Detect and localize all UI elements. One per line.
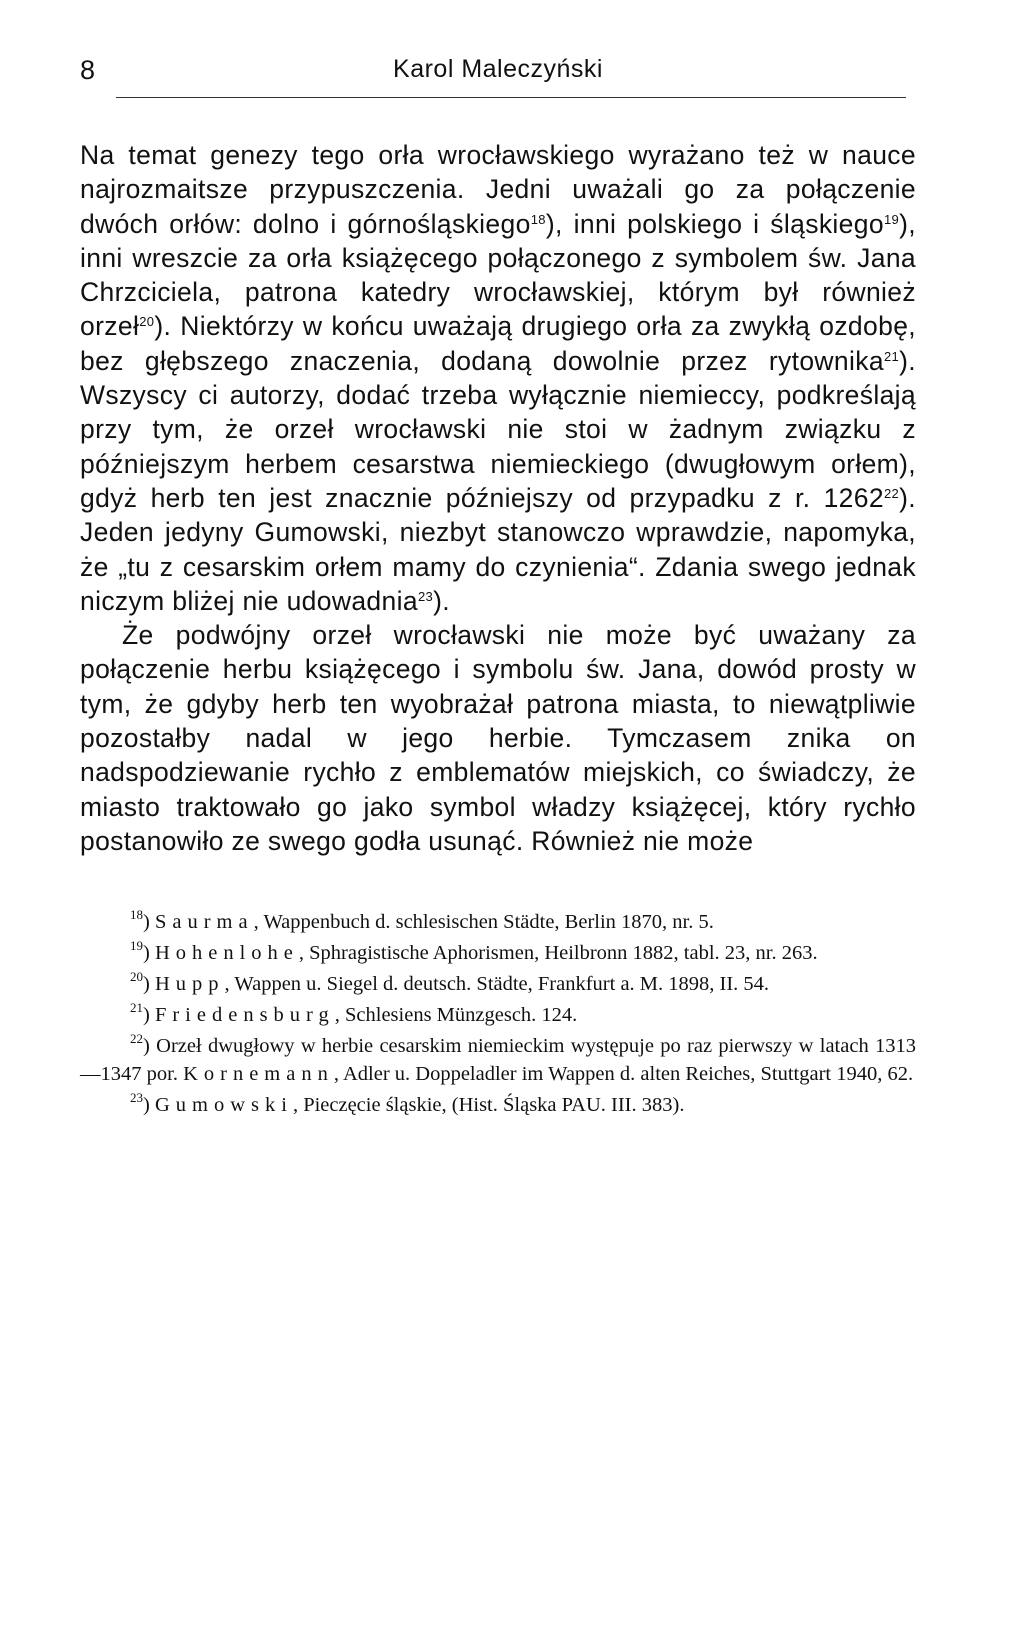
footnote-text: , Adler u. Doppeladler im Wappen d. alten Reiches, Stuttgart 1940, 62. xyxy=(333,1063,914,1086)
footnote-22: $^{22}$) Orzeł dwugłowy w herbie cesarskim niemieckim występuje po raz pierwszy w latach 1313—1347 por. Kornemann, Adler u. Doppeladler im Wappen d. alten Reiches, Stuttgart 1940, 62. xyxy=(80,1031,916,1086)
footnote-ref-18: 18 xyxy=(530,211,546,227)
paragraph-1-text: ). Jeden jedyny Gumowski, niezbyt stanowczo wprawdzie, napomyka, że „tu z cesarskim orłem mamy do czynienia“. Zdania swego jednak niczym bliżej nie udowadnia xyxy=(80,482,916,616)
footnote-ref-22: 22 xyxy=(883,485,900,501)
paragraph-1-text: ). Wszyscy ci autorzy, dodać trzeba wyłącznie niemieccy, podkreślają przy tym, że orzeł wrocławski nie stoi w żadnym związku z późniejszym herbem cesarstwa niemieckiego (dwugłowym orłem), gdyż herb ten jest znacznie późniejszy od przypadku z r. 1262 xyxy=(80,345,916,513)
footnote-ref-21: 21 xyxy=(883,348,900,364)
footnote-20: $^{20}$) Hupp, Wappen u. Siegel d. deutsch. Städte, Frankfurt a. M. 1898, II. 54. xyxy=(130,969,770,996)
paragraph-2: Że podwójny orzeł wrocławski nie może być uważany za połączenie herbu książęcego i symbolu św. Jana, dowód prosty w tym, że gdyby herb ten wyobrażał patrona miasta, to niewątpliwie pozostałby nadal w jego herbie. Tymczasem znika on nadspodziewanie rychło z emblematów miejskich, co świadczy, że miasto traktowało go jako symbol władzy książęcej, który rychło postanowiło ze swego godła usunąć. Również nie może xyxy=(80,620,916,856)
page-number: 8 xyxy=(80,55,96,85)
paragraph-1-text: ), inni wreszcie za orła książęcego połączonego z symbolem św. Jana Chrzciciela, patrona katedry wrocławskiej, którym był również orzeł xyxy=(80,208,916,342)
footnote-19: $^{19}$) Hohenlohe, Sphragistische Aphorismen, Heilbronn 1882, tabl. 23, nr. 263. xyxy=(130,938,818,965)
footnote-author: Hohenlohe xyxy=(154,942,299,965)
footnote-text: , Pieczęcie śląskie, (Hist. Śląska PAU. III. 383). xyxy=(292,1094,685,1117)
main-text xyxy=(80,138,916,858)
footnote-author: Gumowski xyxy=(154,1094,293,1117)
footnote-text: , Wappen u. Siegel d. deutsch. Städte, Frankfurt a. M. 1898, II. 54. xyxy=(224,973,770,996)
footnote-21: $^{21}$) Friedensburg, Schlesiens Münzgesch. 124. xyxy=(130,1000,578,1027)
footnote-ref-20: 20 xyxy=(139,314,155,330)
book-page xyxy=(80,55,916,1122)
paragraph-1-text: Na temat genezy tego orła wrocławskiego wyrażano też w nauce najrozmaitsze przypuszczenia. Jedni uważali go za połączenie dwóch orłów: dolno i górnośląskiego xyxy=(80,140,916,239)
paragraph-1-text: ), inni polskiego i śląskiego xyxy=(545,208,884,239)
paragraph-1-text: ). Niektórzy w końcu uważają drugiego orła za zwykłą ozdobę, bez głębszego znaczenia, dodaną dowolnie przez rytownika xyxy=(80,311,916,376)
footnotes xyxy=(80,908,916,1119)
footnote-text: , Schlesiens Münzgesch. 124. xyxy=(334,1004,578,1027)
footnote-number: 22 xyxy=(130,1031,143,1047)
footnote-ref-19: 19 xyxy=(883,211,900,227)
footnote-author: Friedensburg xyxy=(154,1004,335,1027)
footnote-ref-23: 23 xyxy=(417,588,434,604)
footnote-23: $^{23}$) Gumowski, Pieczęcie śląskie, (Hist. Śląska PAU. III. 383). xyxy=(130,1090,685,1117)
footnote-author: Hupp xyxy=(154,973,225,996)
header-rule xyxy=(116,97,906,98)
footnote-number: 20 xyxy=(130,969,143,985)
footnote-number: 21 xyxy=(130,1000,143,1016)
running-head xyxy=(80,55,916,97)
footnote-number: 23 xyxy=(130,1090,143,1106)
footnote-18: $^{18}$) Saurma, Wappenbuch d. schlesischen Städte, Berlin 1870, nr. 5. xyxy=(130,907,714,934)
paragraph-1 xyxy=(80,138,916,618)
footnote-text: Orzeł dwugłowy w herbie cesarskim niemieckim występuje po raz pierwszy w latach 1313—1347 por. xyxy=(80,1035,916,1086)
footnote-text: , Sphragistische Aphorismen, Heilbronn 1882, tabl. 23, nr. 263. xyxy=(298,942,818,965)
footnote-author: Kornemann xyxy=(183,1063,334,1086)
paragraph-1-text: ). xyxy=(433,585,450,616)
footnote-number: 19 xyxy=(130,938,143,954)
footnote-number: 18 xyxy=(130,907,143,923)
running-head-author: Karol Maleczyński xyxy=(393,55,603,83)
footnote-author: Saurma xyxy=(154,911,254,934)
footnote-text: , Wappenbuch d. schlesischen Städte, Berlin 1870, nr. 5. xyxy=(253,911,714,934)
